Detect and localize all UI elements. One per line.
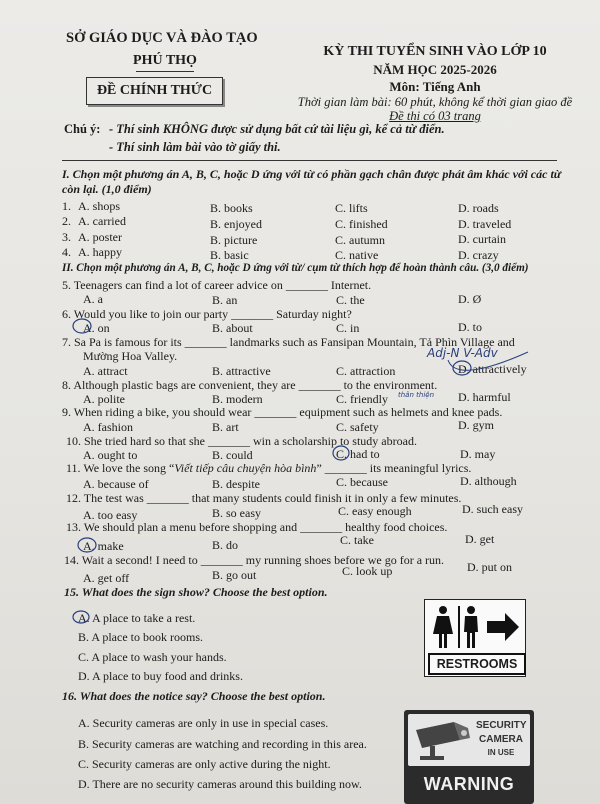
option-c[interactable]: C. Security cameras are only active during the night. xyxy=(78,757,331,771)
option-b[interactable]: B. about xyxy=(212,321,253,335)
time-note: Thời gian làm bài: 60 phút, không kể thời gian giao đề xyxy=(297,95,573,109)
song-title: Viết tiếp câu chuyện hòa bình xyxy=(174,461,317,475)
question-stem: 13. We should plan a menu before shopping and _______ healthy food choices. xyxy=(66,520,448,534)
option-c[interactable]: C. had to xyxy=(336,447,380,461)
option-a[interactable]: A. happy xyxy=(78,245,122,259)
option-b[interactable]: B. so easy xyxy=(212,506,261,520)
camera-line-3: IN USE xyxy=(487,748,515,757)
question-stem-line2: Mường Hoa Valley. xyxy=(83,349,178,363)
stem-prefix: 11. We love the song “ xyxy=(66,461,175,475)
question-stem: 14. Wait a second! I need to _______ my running shoes before we go for a run. xyxy=(64,553,445,567)
option-c[interactable]: C. the xyxy=(336,293,365,307)
subject: Môn: Tiếng Anh xyxy=(389,79,481,94)
handwritten-note: thân thiện xyxy=(398,391,435,399)
option-a[interactable]: A. carried xyxy=(78,214,126,228)
option-b[interactable]: B. art xyxy=(212,420,239,434)
stem-suffix: ” _______ its meaningful lyrics. xyxy=(316,461,472,475)
question-number: 3. xyxy=(62,230,71,244)
question-number: 2. xyxy=(62,214,71,228)
option-c[interactable]: C. lifts xyxy=(335,201,368,215)
question-stem: 8. Although plastic bags are convenient, they are _______ to the environment. xyxy=(62,378,438,392)
option-b[interactable]: B. attractive xyxy=(212,364,271,378)
exam-title: KỲ THI TUYỂN SINH VÀO LỚP 10 xyxy=(323,44,547,59)
option-d[interactable]: D. attractively xyxy=(458,362,527,376)
option-c[interactable]: C. take xyxy=(340,533,374,547)
camera-warning: WARNING xyxy=(423,774,515,794)
section-1-title-line1: I. Chọn một phương án A, B, C, hoặc D ứng với từ có phần gạch chân được phát âm khác với các từ xyxy=(62,167,561,181)
option-b[interactable]: B. could xyxy=(212,448,253,462)
question-stem: 15. What does the sign show? Choose the best option. xyxy=(64,585,328,599)
option-c[interactable]: C. because xyxy=(336,475,388,489)
option-b[interactable]: B. A place to book rooms. xyxy=(78,630,203,644)
option-a[interactable]: A. on xyxy=(83,321,110,335)
option-b[interactable]: B. go out xyxy=(212,568,257,582)
option-d[interactable]: D. Ø xyxy=(458,292,482,306)
option-c[interactable]: C. friendly xyxy=(336,392,388,406)
option-c[interactable]: C. in xyxy=(336,321,360,335)
department-name: SỞ GIÁO DỤC VÀ ĐÀO TẠO xyxy=(66,30,258,46)
province-name: PHÚ THỌ xyxy=(133,53,197,68)
option-a[interactable]: A. too easy xyxy=(83,508,138,522)
option-d[interactable]: D. get xyxy=(465,532,495,546)
option-a[interactable]: A. a xyxy=(83,292,103,306)
option-a[interactable]: A. make xyxy=(83,539,124,553)
note-line-2: - Thí sinh làm bài vào tờ giấy thi. xyxy=(109,140,281,154)
option-d[interactable]: D. traveled xyxy=(458,217,512,231)
option-b[interactable]: B. books xyxy=(210,201,253,215)
option-c[interactable]: C. finished xyxy=(335,217,388,231)
option-d[interactable]: D. crazy xyxy=(458,248,499,262)
option-a[interactable]: A. A place to take a rest. xyxy=(78,611,196,625)
restroom-people-icon xyxy=(427,602,523,652)
option-d[interactable]: D. may xyxy=(460,447,496,461)
option-b[interactable]: B. do xyxy=(212,538,239,552)
option-d[interactable]: D. gym xyxy=(458,418,494,432)
option-a[interactable]: A. Security cameras are only in use in special cases. xyxy=(78,716,329,730)
question-stem: 5. Teenagers can find a lot of career advice on _______ Internet. xyxy=(62,278,372,292)
option-d[interactable]: D. There are no security cameras around this building now. xyxy=(78,777,362,791)
notes-label: Chú ý: xyxy=(64,122,101,136)
option-d[interactable]: D. A place to buy food and drinks. xyxy=(78,669,243,683)
option-b[interactable]: B. Security cameras are watching and recording in this area. xyxy=(78,737,367,751)
handwritten-note: Adj-N V-Adv xyxy=(427,346,498,360)
option-d[interactable]: D. to xyxy=(458,320,482,334)
option-c[interactable]: C. autumn xyxy=(335,233,385,247)
option-c[interactable]: C. look up xyxy=(342,564,393,578)
question-stem-line1: 7. Sa Pa is famous for its _______ landmarks such as Fansipan Mountain, Tả Phìn Village and xyxy=(62,335,515,349)
option-c[interactable]: C. native xyxy=(335,248,379,262)
option-d[interactable]: D. roads xyxy=(458,201,499,215)
option-d[interactable]: D. curtain xyxy=(458,232,506,246)
restroom-label: RESTROOMS xyxy=(428,653,526,675)
option-b[interactable]: B. modern xyxy=(212,392,263,406)
note-line-1: - Thí sinh KHÔNG được sử dụng bất cứ tài liệu gì, kể cả từ điển. xyxy=(109,122,445,136)
option-d[interactable]: D. put on xyxy=(467,560,512,574)
question-number: 1. xyxy=(62,199,71,213)
option-a[interactable]: A. get off xyxy=(83,571,130,585)
header-divider xyxy=(62,160,557,161)
option-d[interactable]: D. although xyxy=(460,474,517,488)
question-number: 4. xyxy=(62,245,71,259)
option-a[interactable]: A. shops xyxy=(78,199,121,213)
option-a[interactable]: A. ought to xyxy=(83,448,138,462)
option-c[interactable]: C. A place to wash your hands. xyxy=(78,650,227,664)
section-2-title: II. Chọn một phương án A, B, C, hoặc D ứng với từ/ cụm từ thích hợp để hoàn thành câu. (3,0 điểm) xyxy=(62,262,529,274)
question-stem: 16. What does the notice say? Choose the best option. xyxy=(62,689,326,703)
pages-note: Đề thi có 03 trang xyxy=(389,109,481,123)
option-b[interactable]: B. enjoyed xyxy=(210,217,262,231)
option-c[interactable]: C. safety xyxy=(336,420,379,434)
question-stem: 6. Would you like to join our party _______ Saturday night? xyxy=(62,307,352,321)
option-a[interactable]: A. fashion xyxy=(83,420,133,434)
province-underline xyxy=(136,71,194,72)
option-b[interactable]: B. despite xyxy=(212,477,260,491)
restroom-sign xyxy=(424,599,526,677)
option-a[interactable]: A. polite xyxy=(83,392,125,406)
option-a[interactable]: A. because of xyxy=(83,477,149,491)
camera-sign-panel xyxy=(408,714,530,766)
question-stem: 9. When riding a bike, you should wear _______ equipment such as helmets and knee pads. xyxy=(62,405,503,419)
camera-line-1: SECURITY xyxy=(476,720,527,731)
option-a[interactable]: A. attract xyxy=(83,364,128,378)
option-b[interactable]: B. an xyxy=(212,293,238,307)
option-d[interactable]: D. such easy xyxy=(462,502,523,516)
question-stem: 10. She tried hard so that she _______ win a scholarship to study abroad. xyxy=(66,434,417,448)
security-camera-sign xyxy=(404,710,534,804)
option-c[interactable]: C. attraction xyxy=(336,364,396,378)
question-stem xyxy=(66,461,471,476)
option-a[interactable]: A. poster xyxy=(78,230,122,244)
option-d[interactable]: D. harmful xyxy=(458,390,511,404)
exam-header xyxy=(290,44,580,124)
official-label-box: ĐỀ CHÍNH THỨC xyxy=(86,77,223,105)
camera-line-2: CAMERA xyxy=(479,734,523,745)
school-year: NĂM HỌC 2025-2026 xyxy=(373,62,497,77)
security-camera-icon xyxy=(410,716,476,764)
section-1-title-line2: còn lại. (1,0 điểm) xyxy=(62,182,152,196)
option-c[interactable]: C. easy enough xyxy=(338,504,412,518)
question-stem: 12. The test was _______ that many students could finish it in only a few minutes. xyxy=(66,491,462,505)
option-b[interactable]: B. picture xyxy=(210,233,258,247)
option-b[interactable]: B. basic xyxy=(210,248,249,262)
